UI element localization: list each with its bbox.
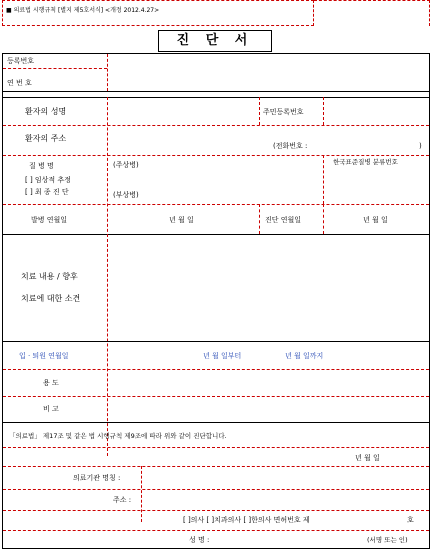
- divider: [323, 155, 324, 204]
- divider: [323, 204, 324, 234]
- signature-note: (서명 또는 인): [367, 536, 408, 544]
- divider: [3, 125, 429, 126]
- signature-label: 성 명 :: [189, 536, 210, 544]
- divider: [3, 422, 429, 423]
- institution-address-label: 주소 :: [113, 496, 132, 504]
- divider: [3, 369, 429, 370]
- divider: [107, 54, 108, 91]
- option-provisional[interactable]: [ ] 임상적 추정: [25, 176, 71, 184]
- diagnosis-label: 질 병 명: [29, 162, 54, 170]
- divider: [3, 97, 429, 98]
- diagnosis-date-value: 년 월 일: [363, 216, 388, 224]
- form-header-note-box: [2, 0, 314, 26]
- divider: [3, 68, 107, 69]
- divider: [3, 489, 429, 490]
- license-suffix: 호: [407, 516, 414, 524]
- option-final[interactable]: [ ] 최 종 진 단: [25, 188, 69, 196]
- declaration-text: 「의료법」 제17조 및 같은 법 시행규칙 제9조에 따라 위와 같이 진단합니다.: [9, 432, 227, 440]
- treatment-label-2: 치료에 대한 소견: [21, 294, 81, 303]
- diagnosis-date-label: 진단 연월일: [265, 216, 302, 224]
- onset-date-value: 년 월 일: [169, 216, 194, 224]
- use-label: 용 도: [43, 379, 59, 387]
- divider: [3, 466, 429, 467]
- rrn-label: 주민등록번호: [263, 108, 304, 116]
- form-header-note: ■ 의료법 시행규칙 [별지 제5호서식] <개정 2012.4.27>: [6, 7, 160, 14]
- document-title: 진 단 서: [158, 30, 272, 52]
- divider: [3, 204, 429, 205]
- hospitalization-from: 년 월 일부터: [203, 352, 242, 360]
- divider: [259, 97, 260, 125]
- patient-name-label: 환자의 성명: [25, 107, 67, 116]
- divider: [323, 97, 324, 125]
- hospitalization-to: 년 월 일까지: [285, 352, 324, 360]
- divider: [3, 510, 429, 511]
- patient-address-label: 환자의 주소: [25, 134, 67, 143]
- onset-date-label: 발병 연월일: [31, 216, 68, 224]
- license-no-label: 연 번 호: [7, 79, 32, 87]
- divider: [3, 396, 429, 397]
- treatment-label-1: 치료 내용 / 향후: [21, 272, 78, 281]
- sign-date: 년 월 일: [355, 454, 380, 462]
- hospitalization-label: 입 · 퇴원 연월일: [19, 352, 69, 360]
- phone-label: (전화번호 :: [273, 142, 308, 150]
- main-diagnosis-label: (주상병): [113, 161, 139, 169]
- divider: [259, 204, 260, 234]
- remark-label: 비 고: [43, 405, 59, 413]
- divider: [3, 234, 429, 235]
- institution-name-label: 의료기관 명칭 :: [73, 474, 121, 482]
- header-right-box: [314, 0, 430, 26]
- license-type-options[interactable]: [ ]의사 [ ]치과의사 [ ]한의사 면허번호 제: [183, 516, 310, 524]
- divider: [107, 97, 108, 237]
- form-table: [2, 53, 430, 549]
- sub-diagnosis-label: (부상병): [113, 191, 139, 199]
- divider: [3, 91, 429, 92]
- divider: [3, 341, 429, 342]
- divider: [141, 466, 142, 522]
- divider: [3, 530, 429, 531]
- divider: [3, 447, 429, 448]
- phone-close: ): [419, 142, 422, 150]
- reg-no-label: 등록번호: [7, 57, 35, 65]
- disease-code-label: 한국표준질병 분류번호: [333, 158, 398, 166]
- divider: [3, 155, 429, 156]
